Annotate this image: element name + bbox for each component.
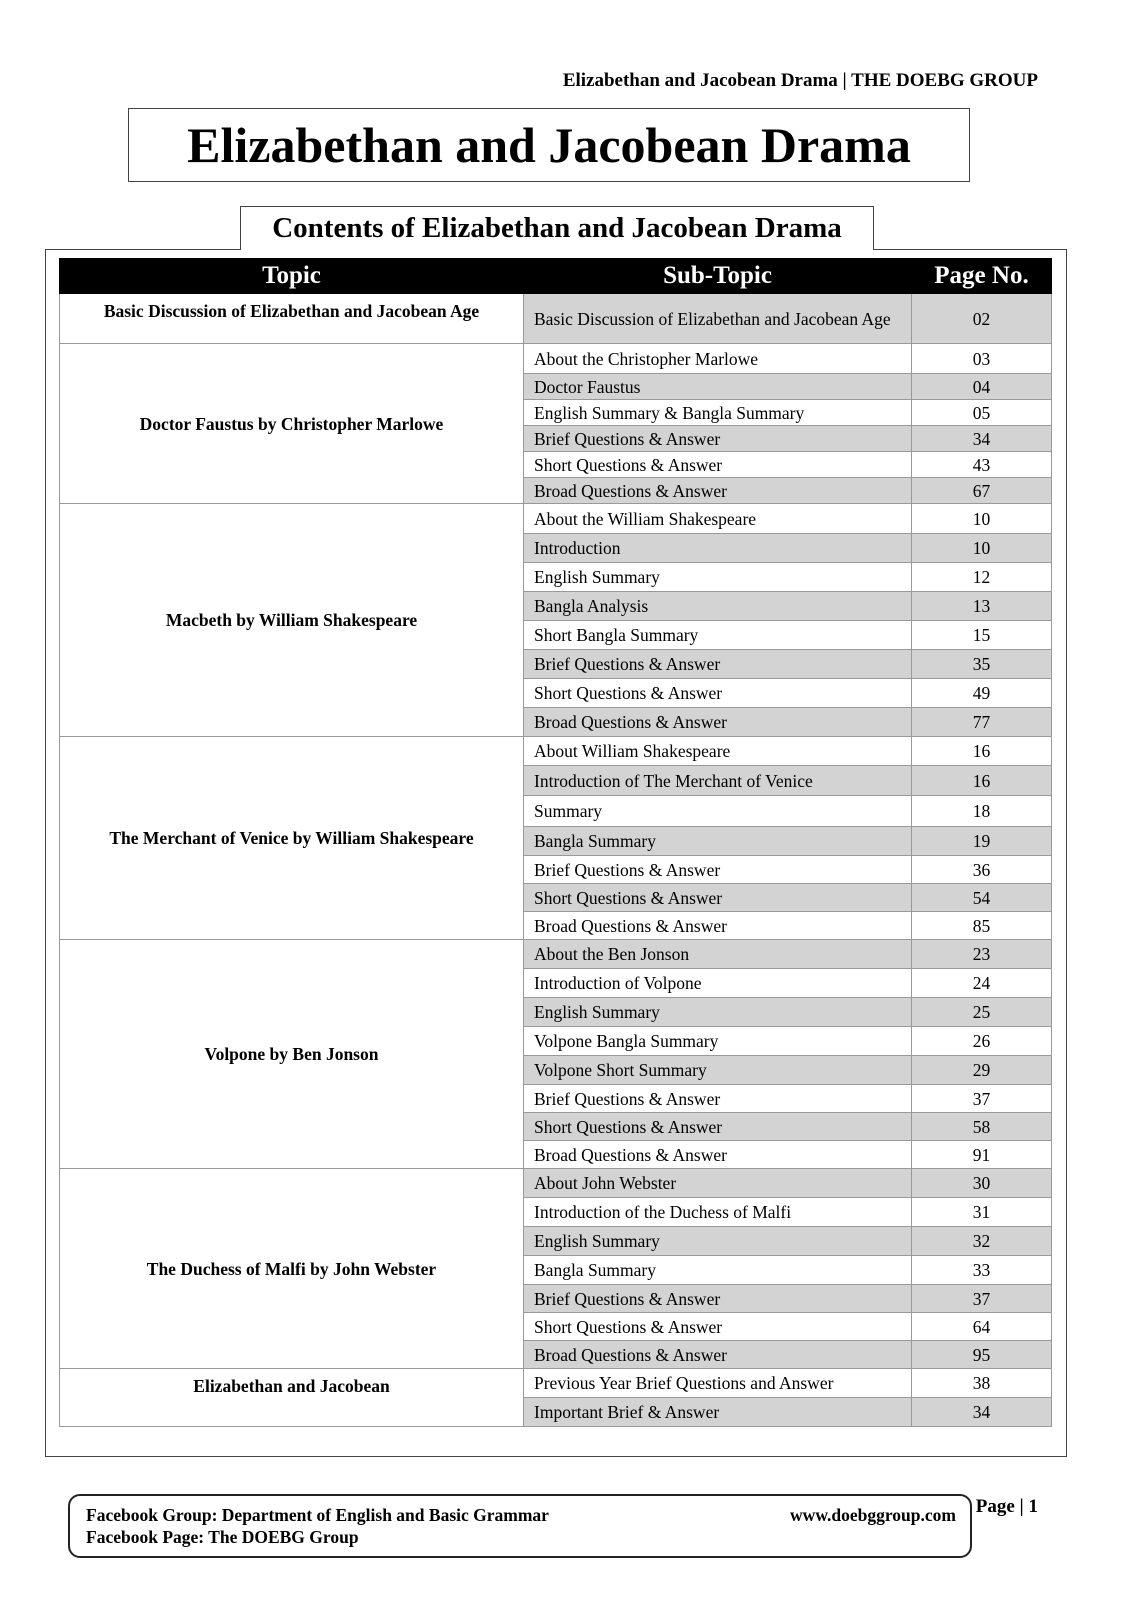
page-number: Page | 1 (975, 1496, 1038, 1517)
table-row (60, 940, 1052, 969)
page-number-cell: 29 (912, 1056, 1052, 1085)
subtopic-cell: Broad Questions & Answer (524, 708, 912, 737)
subtopic-cell: Volpone Bangla Summary (524, 1027, 912, 1056)
page-number-cell: 91 (912, 1141, 1052, 1169)
table-row (60, 1169, 1052, 1198)
page-number-cell: 03 (912, 344, 1052, 374)
subtopic-cell: Brief Questions & Answer (524, 650, 912, 679)
page-number-cell: 34 (912, 426, 1052, 452)
page-number-cell: 38 (912, 1369, 1052, 1398)
table-row (60, 504, 1052, 534)
page-number-cell: 37 (912, 1085, 1052, 1113)
topic-cell: Basic Discussion of Elizabethan and Jacobean Age (60, 294, 524, 344)
document-title: Elizabethan and Jacobean Drama (128, 108, 970, 182)
page-number-cell: 49 (912, 679, 1052, 708)
contents-table-body (60, 294, 1052, 1427)
page-number-cell: 10 (912, 504, 1052, 534)
topic-cell: Macbeth by William Shakespeare (60, 504, 524, 737)
page-number-cell: 32 (912, 1227, 1052, 1256)
subtopic-cell: Introduction of The Merchant of Venice (524, 766, 912, 796)
subtopic-cell: Brief Questions & Answer (524, 856, 912, 884)
page-number-cell: 05 (912, 400, 1052, 426)
facebook-page-text: Facebook Page: The DOEBG Group (86, 1527, 359, 1547)
subtopic-cell: Introduction (524, 534, 912, 563)
page-number-cell: 77 (912, 708, 1052, 737)
subtopic-cell: Short Questions & Answer (524, 1113, 912, 1141)
table-row (60, 294, 1052, 344)
page-number-cell: 30 (912, 1169, 1052, 1198)
topic-cell: The Merchant of Venice by William Shakespeare (60, 737, 524, 940)
header-subtopic: Sub-Topic (524, 259, 912, 294)
table-row (60, 1369, 1052, 1398)
subtopic-cell: About the William Shakespeare (524, 504, 912, 534)
subtopic-cell: About the Ben Jonson (524, 940, 912, 969)
subtopic-cell: Broad Questions & Answer (524, 478, 912, 504)
page-number-cell: 16 (912, 737, 1052, 766)
page-number-cell: 16 (912, 766, 1052, 796)
page-number-cell: 33 (912, 1256, 1052, 1285)
page-number-cell: 85 (912, 912, 1052, 940)
page-number-cell: 04 (912, 374, 1052, 400)
page-number-cell: 43 (912, 452, 1052, 478)
page-number-cell: 02 (912, 294, 1052, 344)
page-number-cell: 35 (912, 650, 1052, 679)
subtopic-cell: Short Questions & Answer (524, 452, 912, 478)
subtopic-cell: About John Webster (524, 1169, 912, 1198)
subtopic-cell: English Summary (524, 998, 912, 1027)
page-number-cell: 26 (912, 1027, 1052, 1056)
table-header-row (60, 259, 1052, 294)
subtopic-cell: English Summary (524, 563, 912, 592)
contents-table-wrapper (59, 258, 1051, 1427)
subtopic-cell: Brief Questions & Answer (524, 1285, 912, 1313)
header-page-no: Page No. (912, 259, 1052, 294)
subtopic-cell: Short Bangla Summary (524, 621, 912, 650)
page-number-cell: 19 (912, 827, 1052, 856)
table-row (60, 737, 1052, 766)
subtopic-cell: Brief Questions & Answer (524, 1085, 912, 1113)
subtopic-cell: Short Questions & Answer (524, 1313, 912, 1341)
subtopic-cell: Previous Year Brief Questions and Answer (524, 1369, 912, 1398)
subtopic-cell: Important Brief & Answer (524, 1398, 912, 1427)
subtopic-cell: Short Questions & Answer (524, 884, 912, 912)
subtopic-cell: Short Questions & Answer (524, 679, 912, 708)
page-number-cell: 37 (912, 1285, 1052, 1313)
subtopic-cell: Introduction of Volpone (524, 969, 912, 998)
contents-heading: Contents of Elizabethan and Jacobean Drama (240, 206, 874, 250)
subtopic-cell: About the Christopher Marlowe (524, 344, 912, 374)
page-number-cell: 23 (912, 940, 1052, 969)
page-number-cell: 25 (912, 998, 1052, 1027)
header-topic: Topic (60, 259, 524, 294)
subtopic-cell: Doctor Faustus (524, 374, 912, 400)
subtopic-cell: Broad Questions & Answer (524, 912, 912, 940)
subtopic-cell: Bangla Analysis (524, 592, 912, 621)
page-number-cell: 13 (912, 592, 1052, 621)
page-number-cell: 18 (912, 796, 1052, 827)
page-number-cell: 67 (912, 478, 1052, 504)
contents-table (59, 258, 1052, 1427)
topic-cell: Volpone by Ben Jonson (60, 940, 524, 1169)
page-number-cell: 95 (912, 1341, 1052, 1369)
topic-cell: Doctor Faustus by Christopher Marlowe (60, 344, 524, 504)
subtopic-cell: Basic Discussion of Elizabethan and Jacobean Age (524, 294, 912, 344)
page-number-cell: 58 (912, 1113, 1052, 1141)
page-number-cell: 64 (912, 1313, 1052, 1341)
website-link[interactable]: www.doebggroup.com (790, 1505, 956, 1525)
page-number-cell: 34 (912, 1398, 1052, 1427)
subtopic-cell: Broad Questions & Answer (524, 1341, 912, 1369)
subtopic-cell: Bangla Summary (524, 1256, 912, 1285)
page-number-cell: 12 (912, 563, 1052, 592)
subtopic-cell: English Summary & Bangla Summary (524, 400, 912, 426)
subtopic-cell: Bangla Summary (524, 827, 912, 856)
topic-cell: Elizabethan and Jacobean (60, 1369, 524, 1427)
subtopic-cell: Volpone Short Summary (524, 1056, 912, 1085)
subtopic-cell: Introduction of the Duchess of Malfi (524, 1198, 912, 1227)
table-row (60, 344, 1052, 374)
subtopic-cell: Broad Questions & Answer (524, 1141, 912, 1169)
subtopic-cell: Brief Questions & Answer (524, 426, 912, 452)
running-header: Elizabethan and Jacobean Drama | THE DOEBG GROUP (562, 70, 1038, 91)
page-number-cell: 10 (912, 534, 1052, 563)
topic-cell: The Duchess of Malfi by John Webster (60, 1169, 524, 1369)
page-number-cell: 15 (912, 621, 1052, 650)
page-number-cell: 36 (912, 856, 1052, 884)
page-number-cell: 54 (912, 884, 1052, 912)
facebook-group-text: Facebook Group: Department of English and Basic Grammar (86, 1505, 549, 1525)
subtopic-cell: About William Shakespeare (524, 737, 912, 766)
subtopic-cell: Summary (524, 796, 912, 827)
page-number-cell: 24 (912, 969, 1052, 998)
page-number-cell: 31 (912, 1198, 1052, 1227)
footer-box (68, 1494, 972, 1558)
subtopic-cell: English Summary (524, 1227, 912, 1256)
